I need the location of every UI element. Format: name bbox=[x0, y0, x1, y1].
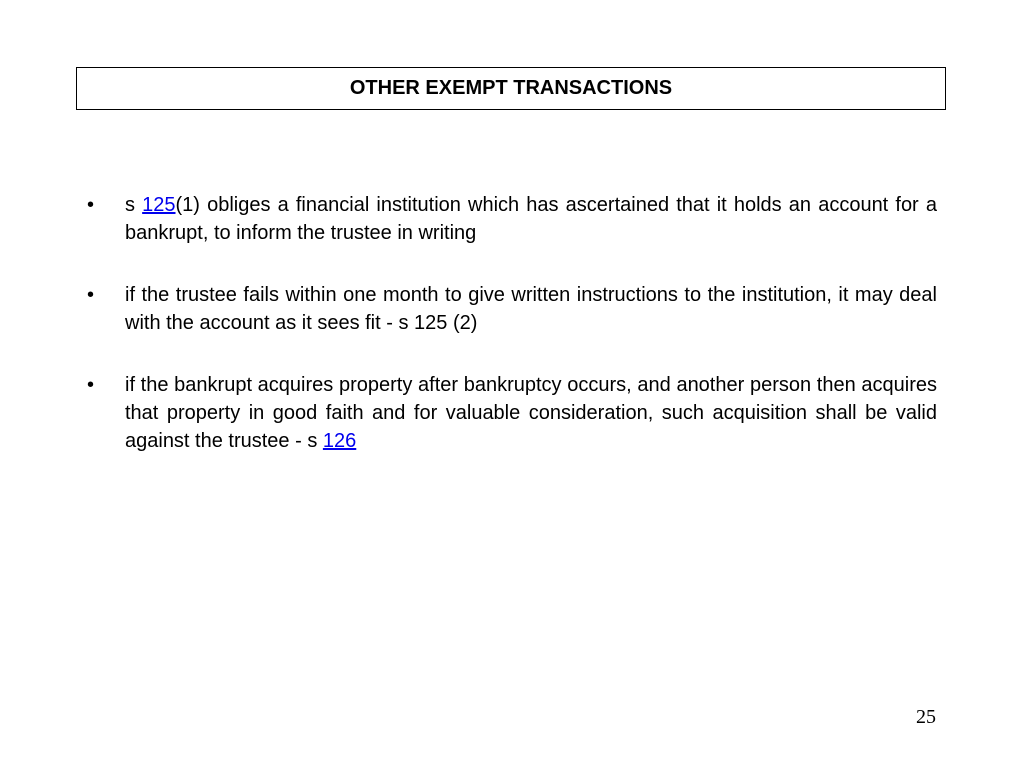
bullet-item-3 bbox=[87, 371, 937, 455]
bullet-item-1 bbox=[87, 191, 937, 247]
slide-title: OTHER EXEMPT TRANSACTIONS bbox=[349, 77, 673, 99]
bullet-list bbox=[87, 191, 937, 455]
bullet-1-pre-text: s bbox=[125, 194, 143, 216]
bullet-1-post-text: (1) obliges a financial institution which has ascertained that it holds an account for a bankrupt, to inform the trustee in writing bbox=[125, 194, 937, 244]
page-number: 25 bbox=[916, 706, 936, 728]
slide-title-box bbox=[76, 67, 946, 110]
bullet-3-pre-text: if the bankrupt acquires property after bankruptcy occurs, and another person then acquires that property in good faith and for valuable consideration, such acquisition shall be valid against the trustee - s bbox=[125, 374, 937, 452]
section-126-link[interactable]: 126 bbox=[322, 430, 357, 452]
bullet-marker: • bbox=[87, 284, 95, 306]
bullet-marker: • bbox=[87, 194, 95, 216]
section-125-link[interactable]: 125 bbox=[142, 194, 176, 216]
bullet-marker: • bbox=[87, 374, 95, 396]
bullet-2-text: if the trustee fails within one month to give written instructions to the institution, it may deal with the account as it sees fit - s 125 (2) bbox=[125, 284, 937, 334]
bullet-item-2 bbox=[87, 281, 937, 337]
